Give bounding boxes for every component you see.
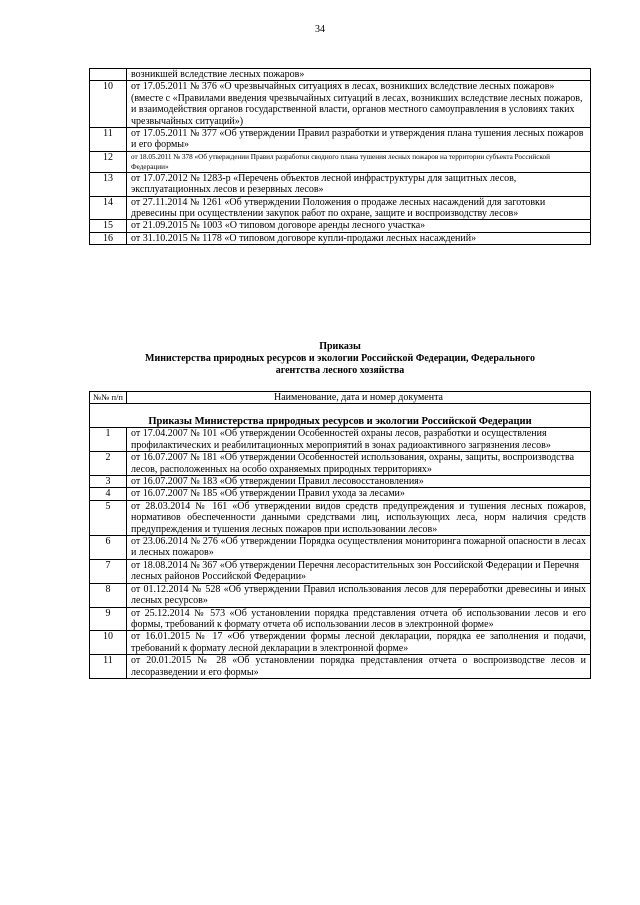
row-number-cell: 11 bbox=[90, 655, 127, 679]
table-row bbox=[90, 583, 591, 607]
table-row bbox=[90, 220, 591, 232]
row-document-cell: от 31.10.2015 № 1178 «О типовом договоре купли-продажи лесных насаждений» bbox=[127, 232, 591, 244]
section-heading-line1: Приказы bbox=[319, 341, 361, 352]
row-number-cell: 9 bbox=[90, 607, 127, 631]
table1-body bbox=[90, 69, 591, 245]
subheading-row bbox=[90, 404, 591, 428]
table-row bbox=[90, 196, 591, 220]
row-document-cell: от 16.07.2007 № 185 «Об утверждении Правил ухода за лесами» bbox=[127, 488, 591, 500]
row-number-cell: 5 bbox=[90, 500, 127, 535]
row-document-cell: от 27.11.2014 № 1261 «Об утверждении Положения о продаже лесных насаждений для заготовки древесины при осуществлении закупок работ по охране, защите и воспроизводству лесов» bbox=[127, 196, 591, 220]
row-document-cell: от 25.12.2014 № 573 «Об установлении порядка представления отчета об использовании лесов и его формы, требований к формату отчета об использовании лесов в электронной форме» bbox=[127, 607, 591, 631]
row-number-cell: 4 bbox=[90, 488, 127, 500]
table-row bbox=[90, 476, 591, 488]
table-row bbox=[90, 128, 591, 152]
row-number-cell: 2 bbox=[90, 452, 127, 476]
row-document-cell: от 18.05.2011 № 378 «Об утверждении Правил разработки сводного плана тушения лесных пожаров на территории субъекта Российской Федерации» bbox=[127, 151, 591, 172]
row-document-cell: от 28.03.2014 № 161 «Об утверждении видов средств предупреждения и тушения лесных пожаров, нормативов обеспеченности данными средствами лиц, использующих леса, норм наличия средств предупреждения и тушения лесных пожаров при использовании лесов» bbox=[127, 500, 591, 535]
row-number-cell: 15 bbox=[90, 220, 127, 232]
table-row bbox=[90, 607, 591, 631]
ministry-orders-table bbox=[89, 391, 591, 679]
row-document-cell: от 20.01.2015 № 28 «Об установлении порядка представления отчета о воспроизводстве лесов и лесоразведении и его формы» bbox=[127, 655, 591, 679]
row-document-cell: от 21.09.2015 № 1003 «О типовом договоре аренды лесного участка» bbox=[127, 220, 591, 232]
table-row bbox=[90, 559, 591, 583]
row-number-cell: 1 bbox=[90, 428, 127, 452]
row-number-cell: 10 bbox=[90, 631, 127, 655]
row-number-cell: 6 bbox=[90, 536, 127, 560]
row-number-cell: 3 bbox=[90, 476, 127, 488]
row-number-cell: 11 bbox=[90, 128, 127, 152]
table-row bbox=[90, 232, 591, 244]
row-document-cell: от 17.05.2011 № 376 «О чрезвычайных ситуациях в лесах, возникших вследствие лесных пожаров» (вместе с «Правилами введения чрезвычайных ситуаций в лесах, возникших вследствие лесных пожаров, и взаимодействия органов государственной власти, органов местного самоуправления в условиях таких чрезвычайных ситуаций») bbox=[127, 81, 591, 128]
table-row bbox=[90, 631, 591, 655]
page-number: 34 bbox=[315, 24, 325, 35]
row-document-cell: от 16.07.2007 № 183 «Об утверждении Правил лесовосстановления» bbox=[127, 476, 591, 488]
table-row bbox=[90, 655, 591, 679]
row-document-cell: возникшей вследствие лесных пожаров» bbox=[127, 69, 591, 81]
header-number-cell: №№ п/п bbox=[90, 392, 127, 404]
table-row bbox=[90, 69, 591, 81]
government-decrees-table bbox=[89, 68, 591, 245]
row-number-cell: 16 bbox=[90, 232, 127, 244]
table-row bbox=[90, 172, 591, 196]
row-number-cell: 13 bbox=[90, 172, 127, 196]
section-heading-line2: Министерства природных ресурсов и экологии Российской Федерации, Федерального bbox=[145, 353, 535, 364]
row-document-cell: от 01.12.2014 № 528 «Об утверждении Правил использования лесов для переработки древесины и иных лесных ресурсов» bbox=[127, 583, 591, 607]
header-title-cell: Наименование, дата и номер документа bbox=[127, 392, 591, 404]
section-heading-line3: агентства лесного хозяйства bbox=[275, 365, 405, 376]
row-document-cell: от 18.08.2014 № 367 «Об утверждении Перечня лесорастительных зон Российской Федерации и Перечня лесных районов Российской Федерации» bbox=[127, 559, 591, 583]
row-document-cell: от 17.05.2011 № 377 «Об утверждении Правил разработки и утверждения плана тушения лесных пожаров и его формы» bbox=[127, 128, 591, 152]
row-number-cell: 8 bbox=[90, 583, 127, 607]
row-number-cell: 10 bbox=[90, 81, 127, 128]
row-document-cell: от 23.06.2014 № 276 «Об утверждении Порядка осуществления мониторинга пожарной опасности в лесах и лесных пожаров» bbox=[127, 536, 591, 560]
table-row bbox=[90, 500, 591, 535]
row-number-cell: 7 bbox=[90, 559, 127, 583]
row-document-cell: от 17.04.2007 № 101 «Об утверждении Особенностей охраны лесов, разработки и осуществления профилактических и реабилитационных мероприятий в зонах радиоактивного загрязнения лесов» bbox=[127, 428, 591, 452]
row-number-cell bbox=[90, 69, 127, 81]
subheading-cell: Приказы Министерства природных ресурсов и экологии Российской Федерации bbox=[90, 404, 591, 428]
table-row bbox=[90, 452, 591, 476]
table-row bbox=[90, 151, 591, 172]
row-number-cell: 14 bbox=[90, 196, 127, 220]
table-header-row bbox=[90, 392, 591, 404]
row-document-cell: от 16.01.2015 № 17 «Об утверждении формы лесной декларации, порядка ее заполнения и подачи, требований к формату лесной декларации в электронной форме» bbox=[127, 631, 591, 655]
table-row bbox=[90, 81, 591, 128]
section-heading bbox=[89, 341, 591, 377]
row-document-cell: от 17.07.2012 № 1283-р «Перечень объектов лесной инфраструктуры для защитных лесов, эксплуатационных лесов и резервных лесов» bbox=[127, 172, 591, 196]
table2-body bbox=[90, 392, 591, 679]
row-document-cell: от 16.07.2007 № 181 «Об утверждении Особенностей использования, охраны, защиты, воспроизводства лесов, расположенных на особо охраняемых природных территориях» bbox=[127, 452, 591, 476]
table-row bbox=[90, 428, 591, 452]
row-number-cell: 12 bbox=[90, 151, 127, 172]
table-row bbox=[90, 536, 591, 560]
table-row bbox=[90, 488, 591, 500]
